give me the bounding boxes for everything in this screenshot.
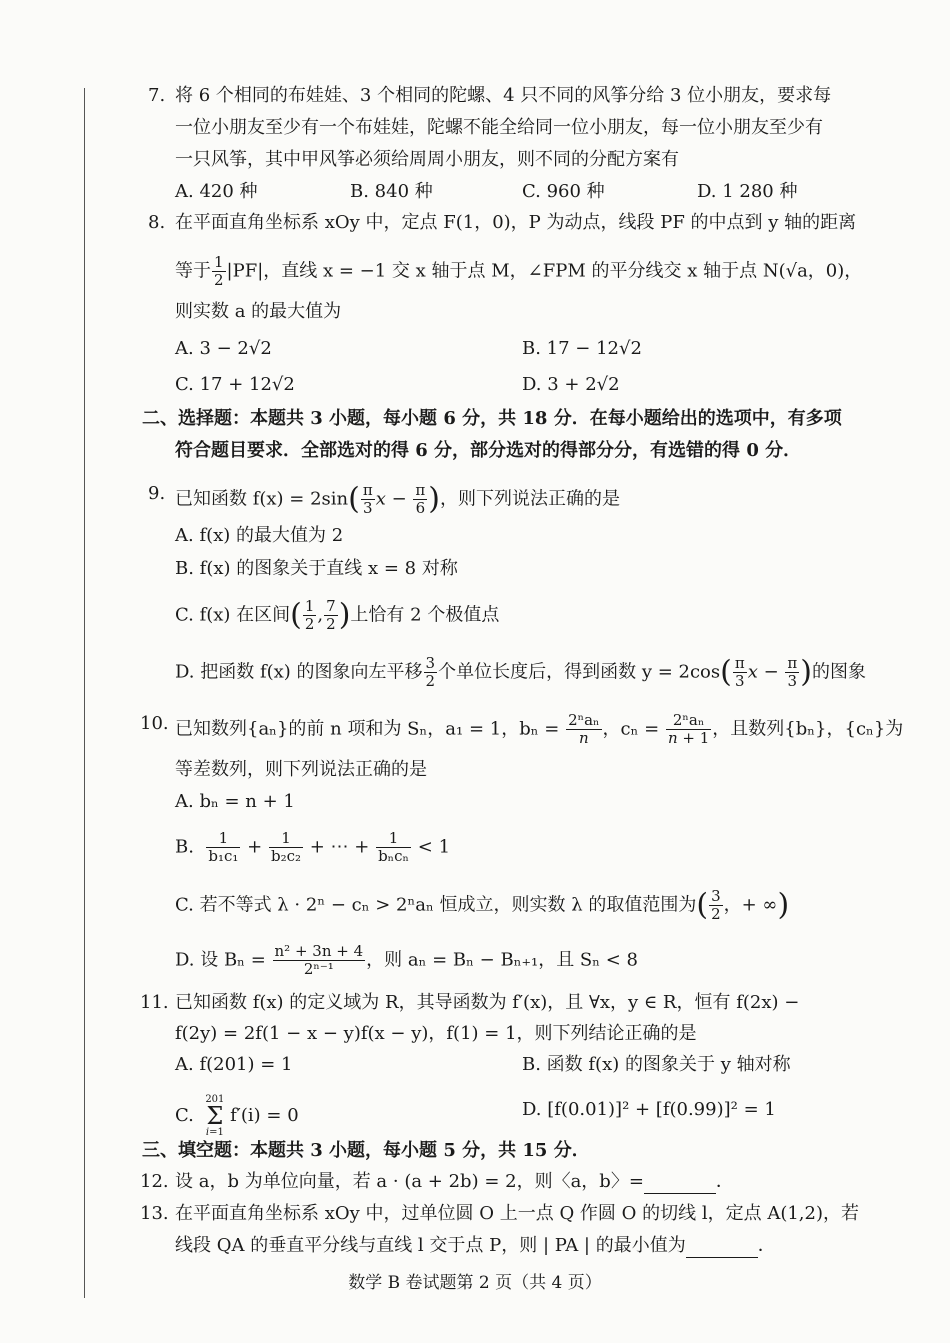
- q9-option-d-middle: 个单位长度后，得到函数 y = 2cos: [438, 661, 721, 683]
- q13-line-2: [175, 1234, 776, 1258]
- q12-text-end: ．: [715, 1171, 734, 1192]
- q8-option-d: D. 3 + 2√2: [522, 374, 620, 395]
- q10-option-b: B. $\frac{1}{\text{b₁c₁}}$ + $\frac{1}{\text{b₂c₂}}$ + ⋯ + $\frac{1}{\text{bₙcₙ}}$ < 1: [175, 829, 451, 865]
- q11-option-c: [175, 1094, 299, 1138]
- q13-number: 13.: [140, 1203, 169, 1224]
- q9-option-c-end: 上恰有 2 个极值点: [350, 604, 500, 626]
- q10-option-b-label: B.: [175, 836, 194, 858]
- q10-option-d: D. 设 Bₙ = $\frac{\text{n² + 3n + 4}}{\text{2ⁿ⁻¹}}$ ，则 aₙ = Bₙ − Bₙ₊₁，且 Sₙ < 8: [175, 942, 639, 978]
- q10-stem-middle: ，cₙ =: [602, 718, 660, 740]
- q11-line-2: f(2y) = 2f(1 − x − y)f(x − y)，f(1) = 1，则下列结论正确的是: [175, 1023, 697, 1044]
- q10-number: 10.: [140, 713, 169, 734]
- q9-option-c: C. f(x) 在区间( $\frac{1}{2}$ , $\frac{7}{2}$ )上恰有 2 个极值点: [175, 597, 500, 633]
- q11-number: 11.: [140, 992, 169, 1013]
- q9-option-c-start: C. f(x) 在区间: [175, 604, 291, 626]
- q11-option-b: B. 函数 f(x) 的图象关于 y 轴对称: [522, 1054, 791, 1075]
- q10-stem-start: 已知数列{aₙ}的前 n 项和为 Sₙ，a₁ = 1，bₙ =: [175, 718, 560, 740]
- q7-number: 7.: [148, 85, 166, 106]
- q11-option-d: D. [f(0.01)]² + [f(0.99)]² = 1: [522, 1099, 776, 1120]
- q13-line-2-start: 线段 QA 的垂直平分线与直线 l 交于点 P，则 | PA | 的最小值为: [175, 1235, 686, 1256]
- q12-text-start: 设 a，b 为单位向量，若 a · (a + 2b) = 2，则〈a，b〉=: [175, 1171, 644, 1192]
- q10-stem-end: ，且数列{bₙ}，{cₙ}为: [712, 718, 904, 740]
- q10-option-a: A. bₙ = n + 1: [175, 791, 295, 812]
- q10-option-d-end: ，则 aₙ = Bₙ − Bₙ₊₁，且 Sₙ < 8: [366, 949, 639, 971]
- q9-option-d-end: 的图象: [811, 661, 866, 683]
- q13-line-1: 在平面直角坐标系 xOy 中，过单位圆 O 上一点 Q 作圆 O 的切线 l，定点 A(1,2)，若: [175, 1203, 859, 1224]
- q7-line-2: 一位小朋友至少有一个布娃娃，陀螺不能全给同一位小朋友，每一位小朋友至少有: [175, 117, 823, 138]
- q9-option-d: D. 把函数 f(x) 的图象向左平移 $\frac{3}{2}$ 个单位长度后，得到函数 y = 2cos( $\frac{\pi}{3}$ x − $\frac{\pi}{3}$ )的图象: [175, 654, 866, 690]
- q8-line-2-end: |PF|，直线 x = −1 交 x 轴于点 M，∠FPM 的平分线交 x 轴于点 N(√a，0)，: [226, 260, 863, 282]
- q7-option-a: A. 420 种: [175, 181, 258, 202]
- q10-stem: 已知数列{aₙ}的前 n 项和为 Sₙ，a₁ = 1，bₙ = $\frac{\text{2ⁿaₙ}}{n}$ ，cₙ = $\frac{\text{2ⁿaₙ}}{n + 1}$ ，且数列{bₙ}，{cₙ}为: [175, 711, 904, 747]
- q8-option-c: C. 17 + 12√2: [175, 374, 295, 395]
- page-footer: 数学 B 卷试题第 2 页（共 4 页）: [348, 1273, 602, 1293]
- q8-line-3: 则实数 a 的最大值为: [175, 301, 342, 322]
- q7-line-3: 一只风筝，其中甲风筝必须给周周小朋友，则不同的分配方案有: [175, 149, 679, 170]
- q9-stem-end: ，则下列说法正确的是: [440, 488, 620, 510]
- q7-line-1: 将 6 个相同的布娃娃、3 个相同的陀螺、4 只不同的风筝分给 3 位小朋友，要求每: [175, 85, 832, 106]
- section-2-heading: 二、选择题：本题共 3 小题，每小题 6 分，共 18 分．在每小题给出的选项中，有多项: [142, 408, 842, 429]
- q8-option-b: B. 17 − 12√2: [522, 338, 642, 359]
- q9-option-a: A. f(x) 的最大值为 2: [175, 525, 344, 546]
- q12-text: [175, 1170, 734, 1194]
- q10-option-c-end: ，+ ∞: [723, 894, 778, 916]
- q11-line-1: 已知函数 f(x) 的定义域为 R，其导函数为 f′(x)，且 ∀x，y ∈ R，恒有 f(2x) −: [175, 992, 800, 1013]
- q9-option-d-start: D. 把函数 f(x) 的图象向左平移: [175, 661, 423, 683]
- q12-answer-blank[interactable]: [644, 1175, 716, 1194]
- q8-line-2: [175, 254, 862, 289]
- q10-option-d-start: D. 设 Bₙ =: [175, 949, 266, 971]
- q13-answer-blank[interactable]: [686, 1239, 758, 1258]
- q10-line-2: 等差数列，则下列说法正确的是: [175, 759, 427, 780]
- section-3-heading: 三、填空题：本题共 3 小题，每小题 5 分，共 15 分．: [142, 1140, 590, 1161]
- section-2-instructions: 符合题目要求．全部选对的得 6 分，部分选对的得部分分，有选错的得 0 分．: [175, 440, 802, 461]
- q13-line-2-end: ．: [757, 1235, 776, 1256]
- q10-option-c: C. 若不等式 λ · 2ⁿ − cₙ > 2ⁿaₙ 恒成立，则实数 λ 的取值范围为( $\frac{3}{2}$ ，+ ∞): [175, 887, 790, 923]
- q11-option-c-label: C.: [175, 1105, 194, 1126]
- q7-option-b: B. 840 种: [350, 181, 433, 202]
- q9-number: 9.: [148, 483, 166, 504]
- q10-option-b-tail: < 1: [417, 836, 451, 858]
- q8-number: 8.: [148, 212, 166, 233]
- q8-line-2-start: 等于: [175, 260, 211, 282]
- summation-symbol: 201 Σ i=1: [205, 1094, 225, 1138]
- q8-line-1: 在平面直角坐标系 xOy 中，定点 F(1，0)，P 为动点，线段 PF 的中点到 y 轴的距离: [175, 212, 857, 233]
- q11-option-a: A. f(201) = 1: [175, 1054, 293, 1075]
- q7-option-d: D. 1 280 种: [697, 181, 798, 202]
- q9-option-b: B. f(x) 的图象关于直线 x = 8 对称: [175, 558, 458, 579]
- q12-number: 12.: [140, 1171, 169, 1192]
- q7-option-c: C. 960 种: [522, 181, 605, 202]
- q10-option-c-start: C. 若不等式 λ · 2ⁿ − cₙ > 2ⁿaₙ 恒成立，则实数 λ 的取值范围为: [175, 894, 697, 916]
- q9-stem: 已知函数 f(x) = 2sin( $\frac{\pi}{3}$ x − $\frac{\pi}{6}$ )，则下列说法正确的是: [175, 481, 620, 517]
- q8-option-a: A. 3 − 2√2: [175, 338, 272, 359]
- q8-one-half-fraction: $\frac{1}{2}$: [214, 253, 224, 289]
- q11-option-c-tail: f′(i) = 0: [230, 1105, 299, 1126]
- q9-stem-start: 已知函数 f(x) = 2sin: [175, 488, 349, 510]
